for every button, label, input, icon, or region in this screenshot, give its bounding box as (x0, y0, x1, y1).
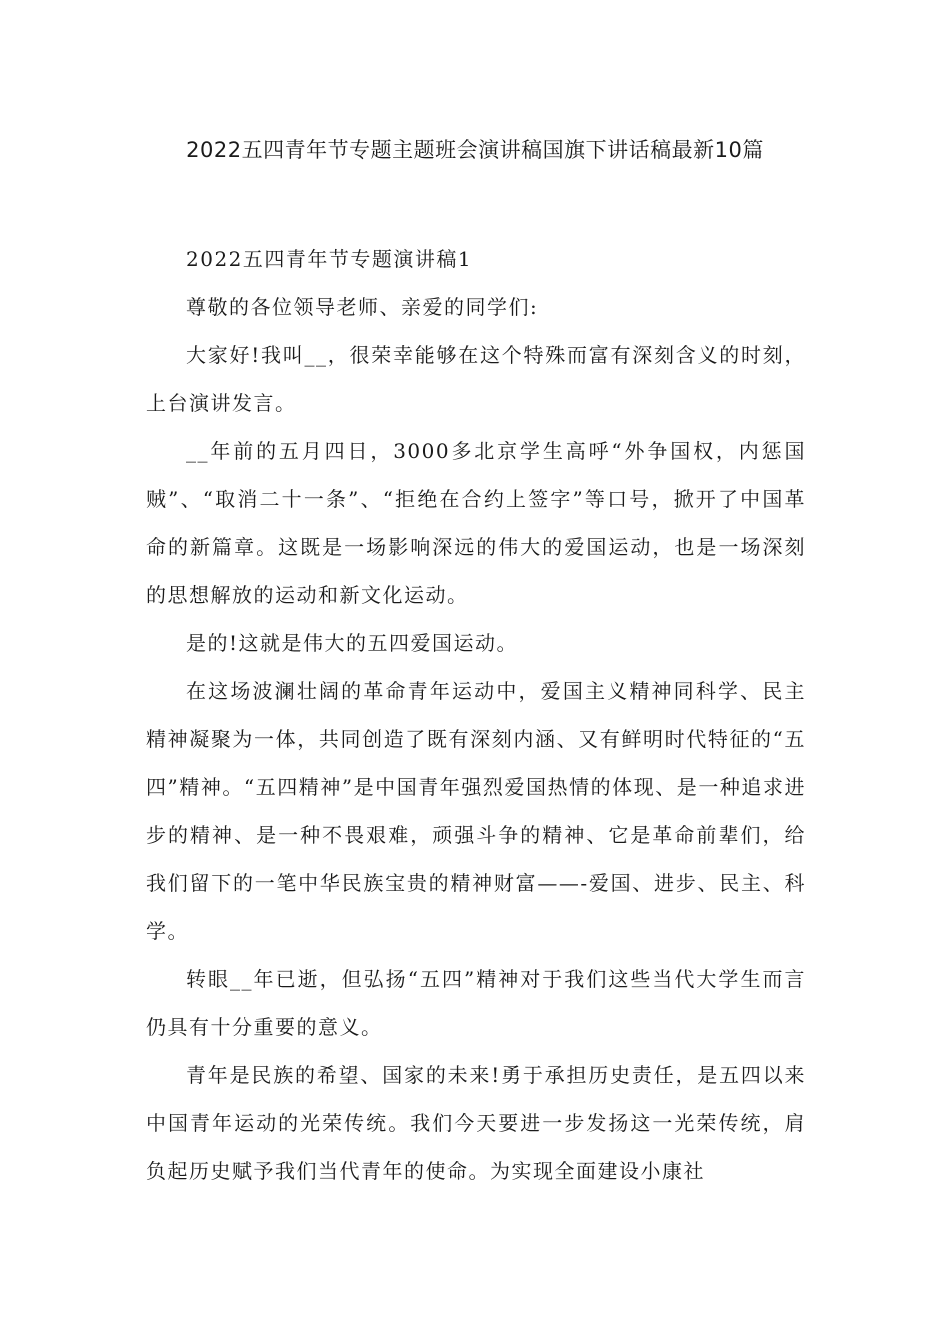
document-body (146, 235, 806, 1195)
paragraph-spirit: 在这场波澜壮阔的革命青年运动中，爱国主义精神同科学、民主精神凝聚为一体，共同创造了既有深刻内涵、又有鲜明时代特征的“五四”精神。“五四精神”是中国青年强烈爱国热情的体现、是一种追求进步的精神、是一种不畏艰难，顽强斗争的精神、它是革命前辈们，给我们留下的一笔中华民族宝贵的精神财富——-爱国、进步、民主、科学。 (146, 679, 806, 943)
section-heading: 2022五四青年节专题演讲稿1 (186, 247, 473, 271)
paragraph-affirmation: 是的!这就是伟大的五四爱国运动。 (186, 631, 519, 655)
paragraph-salutation: 尊敬的各位领导老师、亲爱的同学们: (186, 295, 539, 319)
paragraph-history: __年前的五月四日，3000多北京学生高呼“外争国权，内惩国贼”、“取消二十一条”、“拒绝在合约上签字”等口号，掀开了中国革命的新篇章。这既是一场影响深远的伟大的爱国运动，也是一场深刻的思想解放的运动和新文化运动。 (146, 439, 806, 607)
paragraph-youth: 青年是民族的希望、国家的未来!勇于承担历史责任，是五四以来中国青年运动的光荣传统。我们今天要进一步发扬这一光荣传统，肩负起历史赋予我们当代青年的使命。为实现全面建设小康社 (146, 1063, 806, 1183)
paragraph-greeting: 大家好!我叫__，很荣幸能够在这个特殊而富有深刻含义的时刻，上台演讲发言。 (146, 343, 806, 415)
document-title: 2022五四青年节专题主题班会演讲稿国旗下讲话稿最新10篇 (186, 138, 764, 162)
paragraph-significance: 转眼__年已逝，但弘扬“五四”精神对于我们这些当代大学生而言仍具有十分重要的意义。 (146, 967, 806, 1039)
